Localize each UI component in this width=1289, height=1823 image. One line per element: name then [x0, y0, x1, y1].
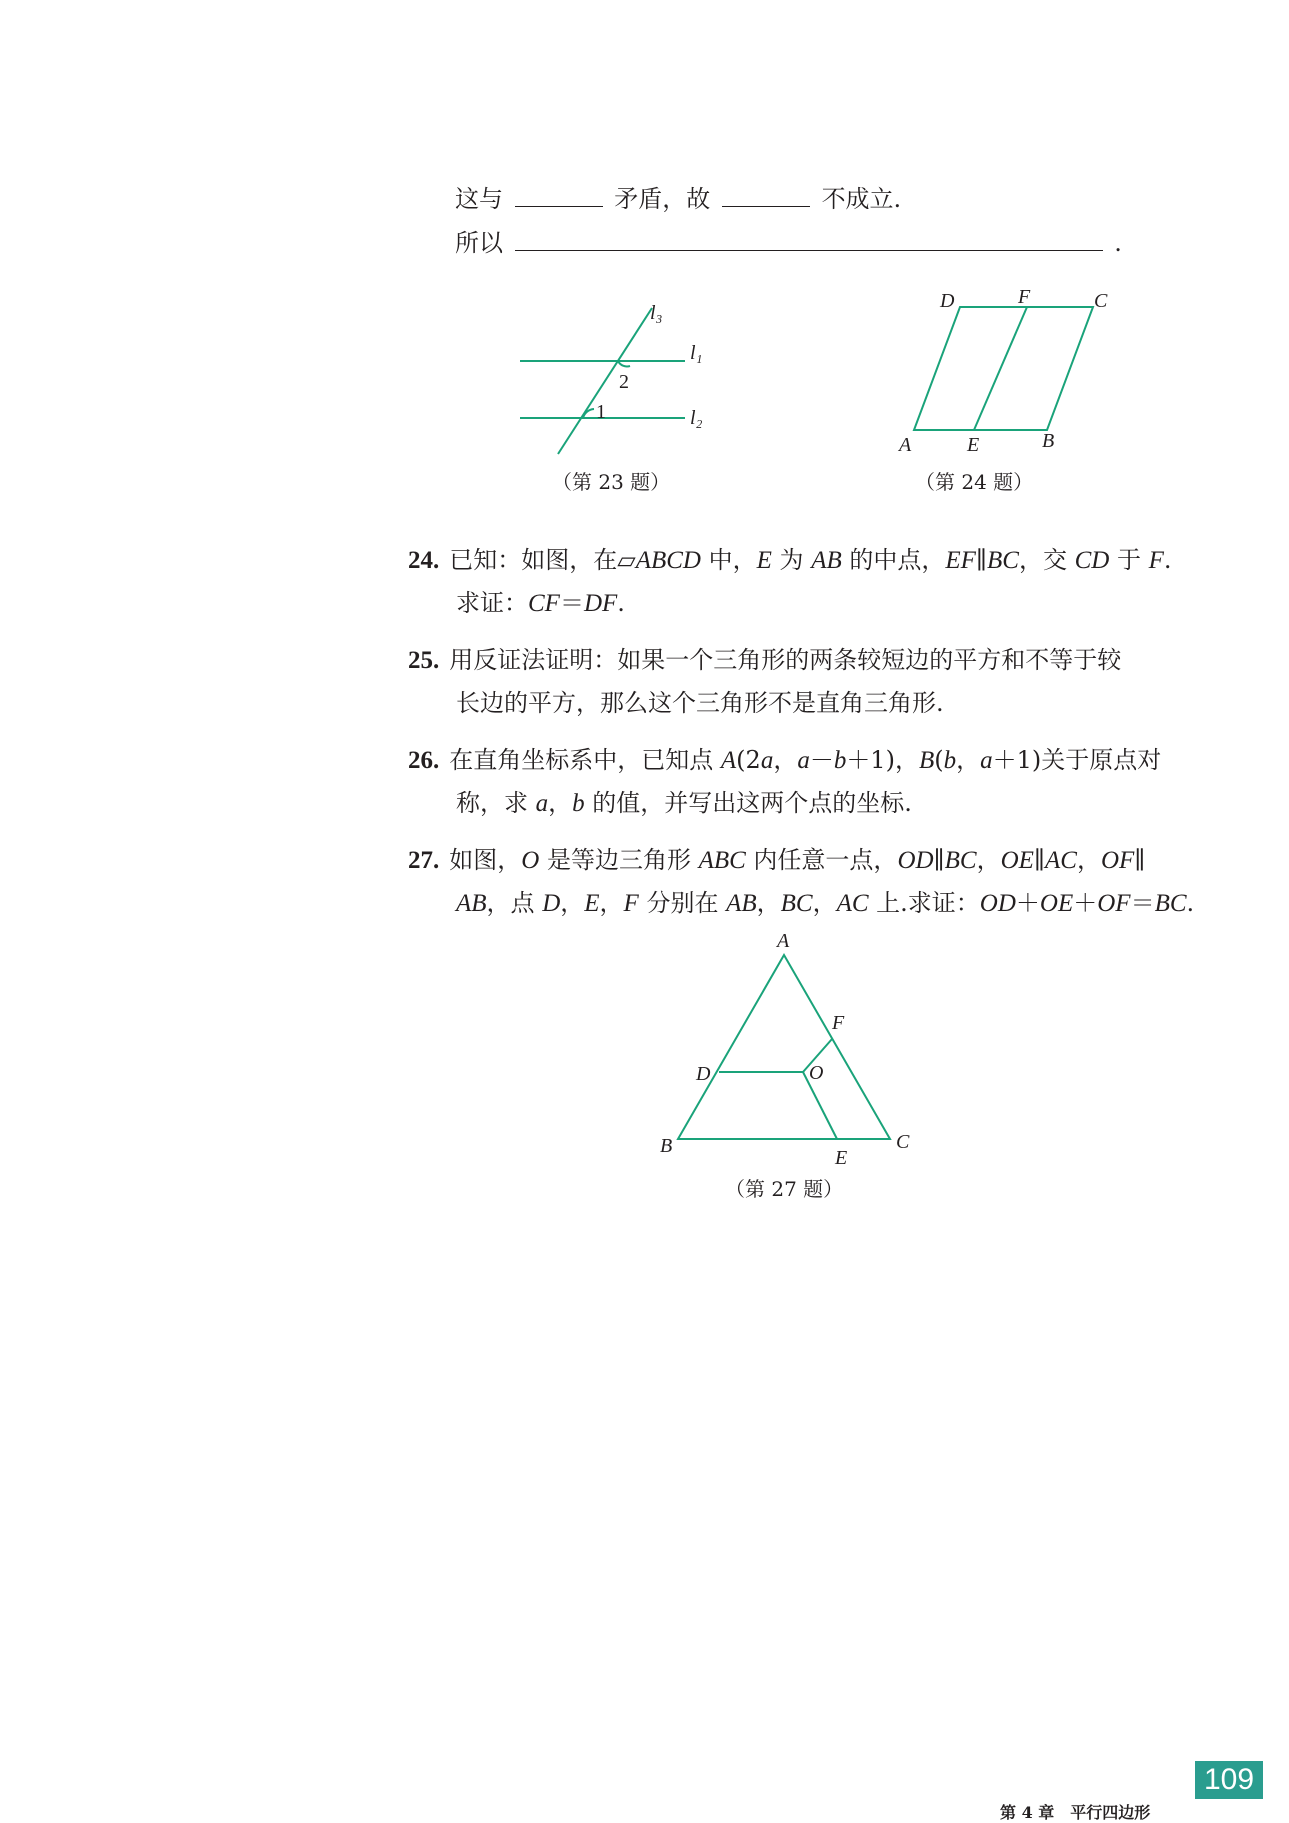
math-term: OF [1100, 847, 1135, 874]
math-term: a [980, 747, 993, 774]
text-segment: ＝ [559, 589, 584, 617]
text-segment: 中， [701, 546, 757, 574]
problem-25-line-2 [456, 688, 944, 718]
text-segment: 内任意一点， [745, 846, 898, 874]
problem-text [449, 546, 1171, 574]
problem-text [449, 846, 1145, 874]
label-F: F [832, 1012, 845, 1034]
problem-26-line-1 [408, 745, 1161, 776]
math-term: DF [583, 590, 618, 617]
text-segment: . [1163, 546, 1172, 574]
label-angle-2: 2 [619, 371, 629, 393]
math-term: BC [987, 547, 1019, 574]
math-term: D [542, 890, 561, 917]
math-term: E [756, 547, 772, 574]
math-term: O [521, 847, 540, 874]
math-term: A [720, 747, 737, 774]
figure-24-caption: （第 24 题） [915, 470, 1034, 494]
label-A: A [777, 930, 790, 952]
math-term: BC [1154, 890, 1187, 917]
text-segment: － [809, 746, 834, 774]
problem-24-line-2 [456, 588, 625, 619]
text-segment: 于 [1109, 546, 1149, 574]
chapter-title: 第 4 章 平行四边形 [1000, 1803, 1151, 1822]
math-term: b [943, 747, 957, 774]
page-number: 109 [1195, 1761, 1263, 1799]
triangle-abc [678, 955, 890, 1139]
problem-24-line-1 [408, 545, 1172, 576]
math-term: OD [979, 890, 1016, 917]
text-segment: ＋ [1073, 889, 1098, 917]
text-segment: ，点 [486, 889, 543, 917]
text-segment: 是等边三角形 [539, 846, 699, 874]
math-term: ABCD [635, 547, 701, 574]
text-segment: ， [1076, 846, 1101, 874]
problem-text [456, 689, 944, 717]
text-segment: ＋1)， [846, 746, 919, 774]
figure-23-caption: （第 23 题） [552, 470, 671, 494]
text-segment: ，交 [1018, 546, 1075, 574]
text-segment: ， [812, 889, 837, 917]
problem-text [456, 889, 1194, 917]
label-D: D [696, 1063, 711, 1085]
problem-25-line-1 [408, 645, 1121, 676]
text-segment: ， [548, 789, 573, 817]
math-term: b [833, 747, 847, 774]
problem-text [449, 746, 1161, 774]
math-term: BC [780, 890, 813, 917]
text-segment: ∥ [1033, 846, 1046, 874]
math-term: E [584, 890, 600, 917]
math-term: OD [897, 847, 934, 874]
text-segment: 分别在 [638, 889, 727, 917]
problem-27-line-2 [456, 888, 1194, 919]
math-term: F [1148, 547, 1164, 574]
label-E: E [835, 1147, 848, 1169]
problem-number: 25. [408, 647, 440, 674]
label-C: C [1094, 290, 1108, 312]
math-term: CF [528, 590, 560, 617]
text-segment: ∥ [1134, 846, 1146, 874]
text-segment: ， [976, 846, 1001, 874]
text-segment: ∥ [933, 846, 945, 874]
problem-number: 27. [408, 847, 440, 874]
text-segment: ＋ [1015, 889, 1040, 917]
math-term: F [623, 890, 639, 917]
math-term: AC [836, 890, 869, 917]
text-segment: ( [934, 746, 944, 774]
math-term: CD [1074, 547, 1110, 574]
label-B: B [1042, 430, 1055, 452]
figure-24 [914, 307, 1093, 430]
math-term: AB [811, 547, 842, 574]
text-segment: ＝ [1130, 889, 1155, 917]
text-segment: 已知：如图，在 [449, 546, 618, 574]
figure-27 [678, 955, 890, 1139]
math-term: a [535, 790, 549, 817]
math-term: ABC [698, 847, 746, 874]
math-term: AB [456, 890, 487, 917]
math-term: OE [1039, 890, 1074, 917]
problem-text [456, 789, 912, 817]
label-l3: l₃ [650, 302, 663, 324]
label-B: B [660, 1135, 673, 1157]
parallelogram-abcd [914, 307, 1093, 430]
text-segment: 在直角坐标系中，已知点 [449, 746, 721, 774]
math-term: BC [944, 847, 977, 874]
text-segment: ， [599, 889, 624, 917]
math-term: AC [1045, 847, 1077, 874]
text-segment: 的中点， [841, 546, 946, 574]
line-l3 [558, 308, 652, 454]
text-segment: 求证： [456, 589, 528, 617]
figure-23 [520, 308, 685, 454]
label-l2: l₂ [690, 407, 703, 429]
text-segment: ， [773, 746, 798, 774]
problem-text [449, 646, 1121, 674]
math-term: OF [1097, 890, 1131, 917]
text-segment: (2 [736, 746, 761, 774]
text-segment: 长边的平方，那么这个三角形不是直角三角形. [456, 689, 944, 717]
text-segment: . [1186, 889, 1195, 917]
label-A: A [899, 434, 912, 456]
math-term: a [797, 747, 810, 774]
text-segment: 矛盾，故 [614, 185, 711, 213]
math-term: a [760, 747, 774, 774]
problem-text [456, 589, 625, 617]
text-segment: . [1114, 229, 1122, 257]
math-term: b [572, 790, 585, 817]
text-segment: ， [756, 889, 781, 917]
text-segment: 为 [771, 546, 812, 574]
label-O: O [809, 1062, 824, 1084]
label-angle-1: 1 [596, 401, 606, 423]
text-segment: ∥ [975, 546, 988, 574]
text-segment: 用反证法证明：如果一个三角形的两条较短边的平方和不等于较 [449, 646, 1122, 674]
math-term: B [918, 747, 935, 774]
problem-number: 24. [408, 547, 440, 574]
text-segment: ， [956, 746, 981, 774]
problem-26-line-2 [456, 788, 912, 819]
text-segment: 上.求证： [868, 889, 980, 917]
text-segment: . [617, 589, 625, 617]
text-segment: 不成立. [821, 185, 902, 213]
label-C: C [896, 1131, 910, 1153]
text-segment: ▱ [617, 546, 636, 574]
figure-27-caption: （第 27 题） [725, 1177, 844, 1201]
text-segment: 的值，并写出这两个点的坐标. [584, 789, 912, 817]
problem-27-line-1 [408, 845, 1145, 876]
label-D: D [940, 290, 955, 312]
text-segment: 称，求 [456, 789, 536, 817]
text-segment: 如图， [449, 846, 522, 874]
problem-number: 26. [408, 747, 440, 774]
label-E: E [967, 434, 980, 456]
label-F: F [1018, 286, 1031, 308]
angle-1-arc [583, 409, 594, 418]
math-term: OE [1000, 847, 1034, 874]
math-term: AB [726, 890, 757, 917]
text-segment: 这与 [455, 185, 503, 213]
text-segment: 所以 [455, 229, 503, 257]
text-segment: ＋1)关于原点对 [992, 746, 1162, 774]
label-l1: l₁ [690, 342, 703, 364]
text-segment: ， [560, 889, 585, 917]
math-term: EF [945, 547, 976, 574]
segment-ef [974, 307, 1027, 430]
